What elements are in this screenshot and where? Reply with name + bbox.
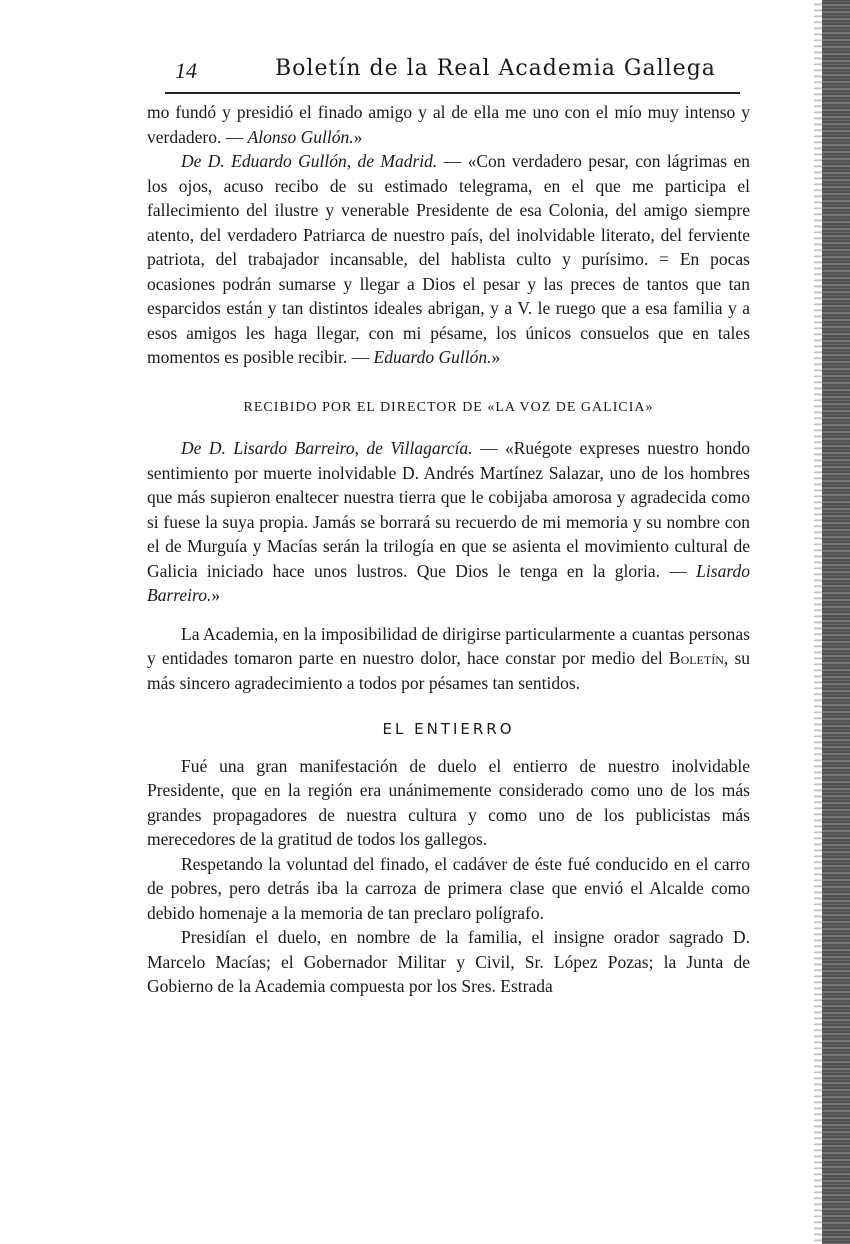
boletin-word: Boletín <box>668 648 724 668</box>
signature: Eduardo Gullón. <box>373 347 492 367</box>
subheading: RECIBIDO POR EL DIRECTOR DE «LA VOZ DE GALICIA» <box>243 399 654 415</box>
paragraph-4: La Academia, en la imposibilidad de dirigirse particularmente a cuantas personas y entidades tomaron parte en nuestro dolor, hace constar por medio del Boletín, su más sincero agradecimiento a todos por pésames tan sentidos. <box>147 623 750 693</box>
signature: Lisardo Barreiro. <box>147 560 750 605</box>
page-edge-shadow <box>822 0 850 1244</box>
paragraph-7: Presidían el duelo, en nombre de la familia, el insigne orador sagrado D. Marcelo Macías; el Gobernador Militar y Civil, Sr. López Pozas; la Junta de Gobierno de la Academia compuesta por los Sres. Estrada <box>147 927 750 996</box>
paragraph-1: mo fundó y presidió el finado amigo y al de ella me uno con el mío muy intenso y verdadero. — Alonso Gullón.» <box>147 102 750 147</box>
page-header <box>165 56 740 94</box>
section-title: EL ENTIERRO <box>382 720 515 738</box>
paragraph-3: De D. Lisardo Barreiro, de Villagarcía. — «Ruégote expreses nuestro hondo sentimiento por muerte inolvidable D. Andrés Martínez Salazar, uno de los hombres que más supieron enaltecer nuestra tierra que le cobijaba amorosa y agradecida como si fuese la suya propia. Jamás se borrará su recuerdo de mi memoria y su nombre con el de Murguía y Macías serán la trilogía en que se asienta el movimiento cultural de Galicia iniciado hace unos lustros. Que Dios le tenga en la gloria. — Lisardo Barreiro.» <box>147 438 750 605</box>
sender-line: De D. Lisardo Barreiro, de Villagarcía. <box>181 438 473 458</box>
sender-line: De D. Eduardo Gullón, de Madrid. <box>181 151 438 171</box>
paragraph-2: De D. Eduardo Gullón, de Madrid. — «Con verdadero pesar, con lágrimas en los ojos, acuso recibo de su estimado telegrama, en el que me participa el fallecimiento del ilustre y venerable Presidente de esa Colonia, del amigo siempre atento, del verdadero Patriarca de nuestro país, del inolvidable literato, del ferviente patriota, del trabajador incansable, del hablista culto y purísimo. = En pocas ocasiones podrán sumarse y llegar a Dios el pesar y las preces de tantos que tan esparcidos están y tan distintos ideales abrigan, y a V. le ruego que a esa familia y a esos amigos les haga llegar, con mi pésame, los únicos consuelos que en tales momentos es posible recibir. — Eduardo Gullón.» <box>147 151 750 367</box>
paragraph-5: Fué una gran manifestación de duelo el entierro de nuestro inolvidable Presidente, que en la región era unánimemente considerado como uno de los más grandes propagadores de nuestra cultura y como uno de los publicistas más merecedores de la gratitud de todos los gallegos. <box>147 755 750 849</box>
running-title: Boletín de la Real Academia Gallega <box>275 56 716 81</box>
paragraph-6: Respetando la voluntad del finado, el cadáver de éste fué conducido en el carro de pobres, pero detrás iba la carroza de primera clase que envió el Alcalde como debido homenaje a la memoria de tan preclaro polígrafo. <box>147 853 750 923</box>
signature: Alonso Gullón. <box>247 126 354 147</box>
spacer <box>147 608 750 622</box>
page-number: 14 <box>175 58 197 83</box>
body-text <box>147 100 750 999</box>
